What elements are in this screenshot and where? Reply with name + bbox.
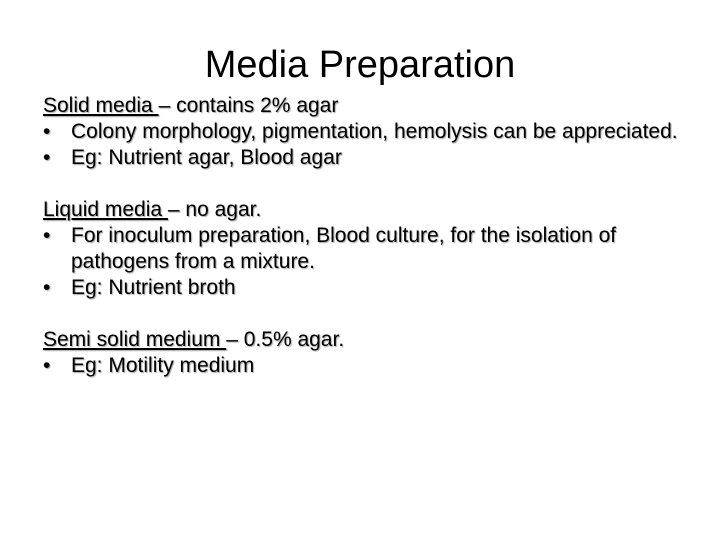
slide-title: Media Preparation	[204, 44, 516, 86]
section-solid-media	[43, 93, 683, 171]
section-description: – 0.5% agar.	[226, 328, 345, 351]
bullet-item	[43, 119, 683, 145]
bullet-list	[43, 353, 683, 379]
bullet-text: Eg: Motility medium	[71, 354, 255, 377]
section-heading	[43, 197, 683, 223]
bullet-icon: •	[43, 276, 51, 299]
bullet-item	[43, 353, 683, 379]
bullet-item	[43, 145, 683, 171]
bullet-text: Eg: Nutrient agar, Blood agar	[71, 146, 342, 169]
bullet-icon: •	[43, 120, 51, 143]
section-heading	[43, 93, 683, 119]
bullet-icon: •	[43, 354, 51, 377]
section-term: Liquid media	[43, 198, 168, 221]
bullet-text: Colony morphology, pigmentation, hemolysis can be appreciated.	[71, 120, 678, 143]
section-heading	[43, 327, 683, 353]
bullet-text: Eg: Nutrient broth	[71, 276, 236, 299]
bullet-icon: •	[43, 146, 51, 169]
bullet-item	[43, 275, 683, 301]
section-liquid-media	[43, 197, 683, 301]
bullet-icon: •	[43, 224, 51, 247]
bullet-item	[43, 223, 683, 275]
section-description: – no agar.	[167, 198, 262, 221]
bullet-list	[43, 223, 683, 301]
section-term: Solid media	[43, 94, 159, 117]
bullet-list	[43, 119, 683, 171]
section-description: – contains 2% agar	[158, 94, 339, 117]
section-term: Semi solid medium	[43, 328, 227, 351]
slide-content	[43, 93, 683, 379]
section-semi-solid-medium	[43, 327, 683, 379]
bullet-text: For inoculum preparation, Blood culture, for the isolation of pathogens from a mixture.	[71, 224, 617, 273]
